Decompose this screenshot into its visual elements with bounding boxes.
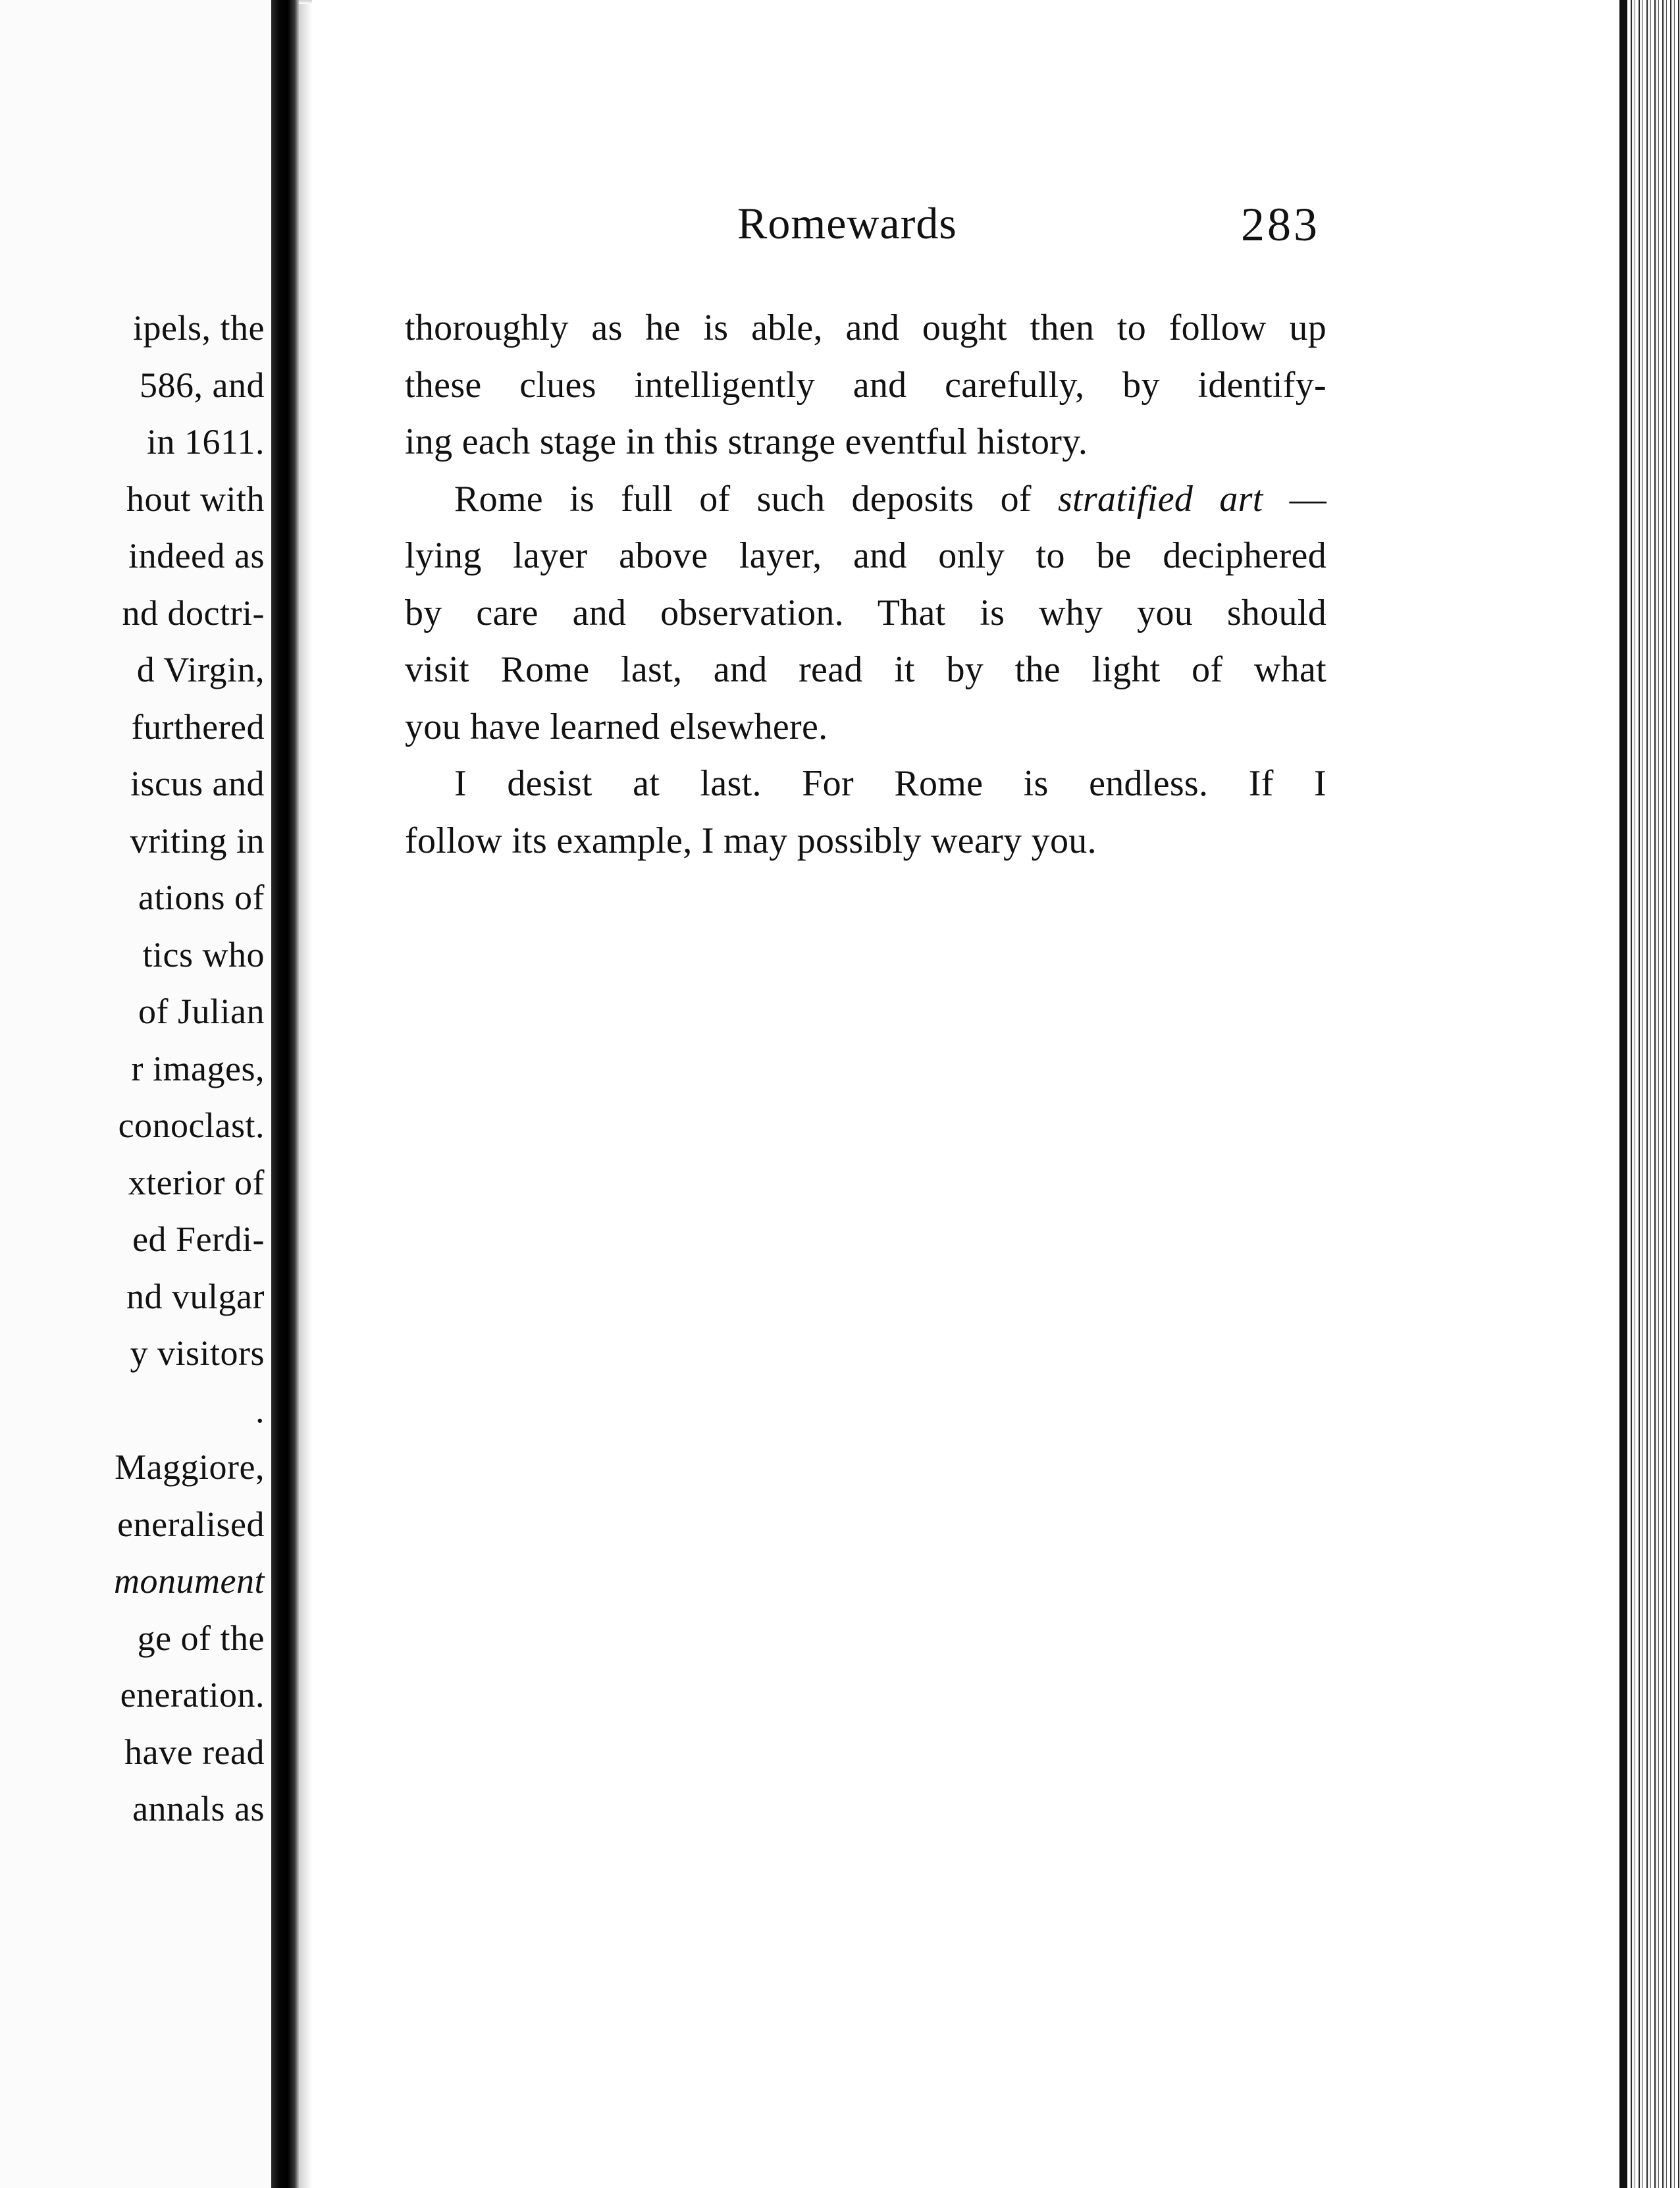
paragraph xyxy=(405,755,1326,869)
left-page-line: hout with xyxy=(126,479,265,519)
text-line: visit Rome last, and read it by the light of what xyxy=(405,649,1326,690)
paragraph xyxy=(405,471,1326,756)
left-page-line: nd doctri- xyxy=(122,593,265,633)
left-page-line: have read xyxy=(124,1732,265,1772)
running-head: Romewards xyxy=(737,198,957,248)
left-page-line: eneralised xyxy=(117,1504,265,1544)
left-page-line: vriting in xyxy=(130,820,265,861)
left-page-line: y visitors xyxy=(130,1333,265,1373)
left-page-line: eneration. xyxy=(120,1675,265,1715)
left-page-line: conoclast. xyxy=(118,1106,265,1145)
text-line xyxy=(405,471,1326,528)
left-page-line: iscus and xyxy=(130,764,265,803)
text-run: — xyxy=(1263,478,1326,520)
left-page-line: furthered xyxy=(131,707,265,747)
text-line: thoroughly as he is able, and ought then to follow up xyxy=(405,307,1326,348)
text-line: lying layer above layer, and only to be deciphered xyxy=(405,535,1326,576)
left-page-line: ge of the xyxy=(137,1618,265,1658)
body-text xyxy=(405,300,1326,869)
left-page-line: r images, xyxy=(131,1048,265,1088)
page-number: 283 xyxy=(1241,198,1320,251)
left-page-line: xterior of xyxy=(128,1162,265,1202)
paragraph xyxy=(405,300,1326,471)
book-gutter xyxy=(271,0,299,2188)
left-page-line: ipels, the xyxy=(133,308,265,348)
page-stack-edge xyxy=(1619,0,1680,2188)
text-line: you have learned elsewhere. xyxy=(405,706,828,747)
left-page-line: of Julian xyxy=(138,992,265,1031)
left-page-text xyxy=(114,300,265,1838)
left-page-line: in 1611. xyxy=(147,422,265,462)
left-page-line: ed Ferdi- xyxy=(132,1219,265,1259)
left-page-line: nd vulgar xyxy=(126,1276,265,1316)
text-line: ing each stage in this strange eventful history. xyxy=(405,421,1088,462)
left-page-fragment xyxy=(0,0,271,2188)
gutter-shadow xyxy=(299,0,312,2188)
left-page-line: d Virgin, xyxy=(136,650,265,689)
text-line: I desist at last. For Rome is endless. If I xyxy=(454,763,1326,804)
text-run: Rome is full of such deposits of xyxy=(454,478,1058,520)
text-line: follow its example, I may possibly weary you. xyxy=(405,820,1097,861)
left-page-line: Maggiore, xyxy=(115,1447,265,1487)
italic-phrase: stratified art xyxy=(1057,478,1263,520)
left-page-line: monument xyxy=(114,1561,265,1601)
text-line: by care and observation. That is why you should xyxy=(405,592,1326,633)
left-page-line: tics who xyxy=(142,934,265,974)
left-page-line: ations of xyxy=(138,878,265,917)
page-stack-shadow xyxy=(1619,0,1627,2188)
left-page-line: 586, and xyxy=(140,365,265,405)
text-line: these clues intelligently and carefully, by identify- xyxy=(405,364,1326,406)
left-page-line: . xyxy=(255,1390,265,1430)
left-page-line: indeed as xyxy=(128,536,265,575)
left-page-line: annals as xyxy=(132,1789,265,1828)
